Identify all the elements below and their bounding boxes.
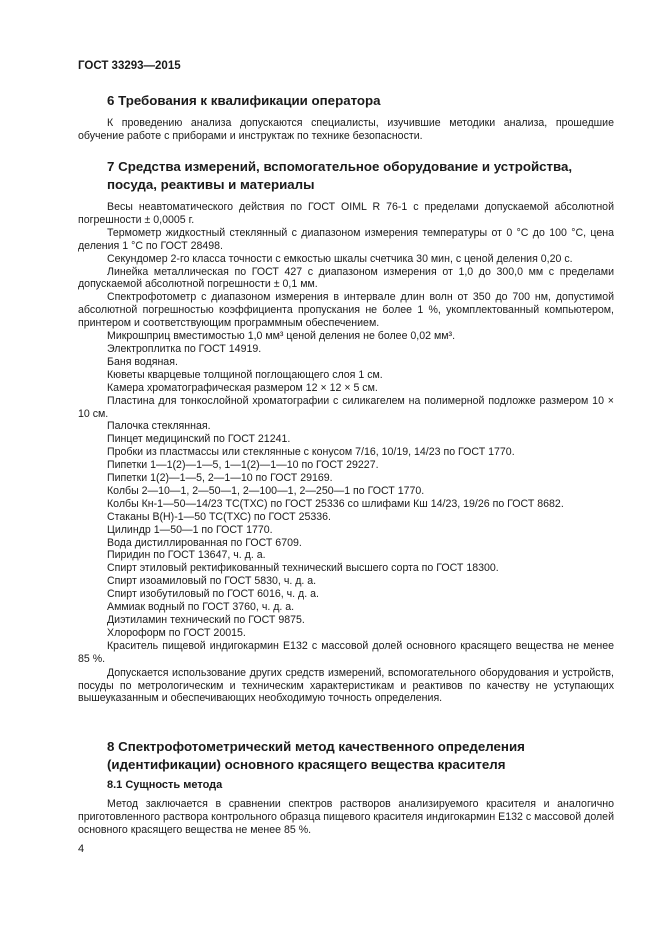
list-item: Колбы 2—10—1, 2—50—1, 2—100—1, 2—250—1 по ГОСТ 1770. <box>107 484 425 497</box>
section-7-title <box>107 158 607 194</box>
list-item: Линейка металлическая по ГОСТ 427 с диапазоном измерения от 1,0 до 300,0 мм с пределами допускаемой абсолютной погрешности ± 0,1 мм. <box>78 265 614 291</box>
section-8-title-line2: (идентификации) основного красящего вещества красителя <box>107 757 506 772</box>
document-code: ГОСТ 33293—2015 <box>78 60 181 72</box>
list-item: Весы неавтоматического действия по ГОСТ OIML R 76-1 с пределами допускаемой абсолютной погрешности ± 0,0005 г. <box>78 201 614 226</box>
paragraph: Метод заключается в сравнении спектров растворов анализируемого красителя и аналогично приготовленного раствора контрольного образца пищевого красителя индигокармин Е132 с массовой долей основного красящего вещества не менее 85 %. <box>78 798 614 836</box>
list-item: Пипетки 1(2)—1—5, 2—1—10 по ГОСТ 29169. <box>107 472 333 485</box>
list-item: Спирт изобутиловый по ГОСТ 6016, ч. д. а. <box>107 588 319 601</box>
list-item: Аммиак водный по ГОСТ 3760, ч. д. а. <box>107 601 295 614</box>
list-item: Цилиндр 1—50—1 по ГОСТ 1770. <box>107 523 273 536</box>
section-7-list <box>78 201 614 705</box>
list-item: Электроплитка по ГОСТ 14919. <box>107 342 262 355</box>
section-8-1-body <box>78 798 614 837</box>
list-item: Палочка стеклянная. <box>107 420 211 433</box>
list-item: Стаканы В(Н)-1—50 ТС(ТХС) по ГОСТ 25336. <box>107 510 331 523</box>
list-item: Пинцет медицинский по ГОСТ 21241. <box>107 433 291 446</box>
paragraph: К проведению анализа допускаются специалисты, изучившие методики анализа, прошедшие обучение работе с приборами и инструктаж по технике безопасности. <box>78 117 614 142</box>
list-item: Камера хроматографическая размером 12 × 12 × 5 см. <box>107 381 378 394</box>
list-item: Допускается использование других средств измерений, вспомогательного оборудования и устройств, посуды по метрологическим и техническим характеристикам и реактивов по качеству не уступающих вышеуказанным и обеспечивающих необходимую точность определения. <box>78 666 614 705</box>
section-6-title: 6 Требования к квалификации оператора <box>107 93 381 108</box>
section-7-title-line2: посуда, реактивы и материалы <box>107 177 315 192</box>
list-item: Спирт этиловый ректификованный технический высшего сорта по ГОСТ 18300. <box>107 562 499 575</box>
list-item: Термометр жидкостный стеклянный с диапазоном измерения температуры от 0 °С до 100 °С, цена деления 1 °С по ГОСТ 28498. <box>78 226 614 252</box>
list-item: Секундомер 2-го класса точности с емкостью шкалы счетчика 30 мин, с ценой деления 0,20 с. <box>107 252 573 265</box>
list-item: Краситель пищевой индигокармин Е132 с массовой долей основного красящего вещества не менее 85 %. <box>78 639 614 665</box>
list-item: Микрошприц вместимостью 1,0 мм³ ценой деления не более 0,02 мм³. <box>107 330 456 343</box>
list-item: Пластина для тонкослойной хроматографии с силикагелем на полимерной подложке размером 10 × 10 см. <box>78 394 614 420</box>
section-8-title-line1: 8 Спектрофотометрический метод качественного определения <box>107 739 525 754</box>
list-item: Вода дистиллированная по ГОСТ 6709. <box>107 536 302 549</box>
list-item: Хлороформ по ГОСТ 20015. <box>107 626 246 639</box>
list-item: Диэтиламин технический по ГОСТ 9875. <box>107 614 305 626</box>
page-number: 4 <box>78 843 85 855</box>
list-item: Пиридин по ГОСТ 13647, ч. д. а. <box>107 549 266 562</box>
list-item: Спирт изоамиловый по ГОСТ 5830, ч. д. а. <box>107 575 317 588</box>
list-item: Пробки из пластмассы или стеклянные с конусом 7/16, 10/19, 14/23 по ГОСТ 1770. <box>107 446 515 459</box>
subsection-8-1-title: 8.1 Сущность метода <box>107 779 223 791</box>
section-8-title <box>107 738 607 774</box>
section-7-title-line1: 7 Средства измерений, вспомогательное оборудование и устройства, <box>107 159 573 174</box>
list-item: Баня водяная. <box>107 355 178 368</box>
list-item: Спектрофотометр с диапазоном измерения в интервале длин волн от 350 до 700 нм, допустимой абсолютной погрешностью коэффициента пропускания не более 1 %, укомплектованный компьютером, принтером и соответствующим программным обеспечением. <box>78 291 614 330</box>
section-6-body <box>78 117 614 143</box>
list-item: Кюветы кварцевые толщиной поглощающего слоя 1 см. <box>107 368 383 381</box>
list-item: Колбы Кн-1—50—14/23 ТС(ТХС) по ГОСТ 25336 со шлифами Кш 14/23, 19/26 по ГОСТ 8682. <box>107 497 564 510</box>
list-item: Пипетки 1—1(2)—1—5, 1—1(2)—1—10 по ГОСТ 29227. <box>107 459 379 472</box>
